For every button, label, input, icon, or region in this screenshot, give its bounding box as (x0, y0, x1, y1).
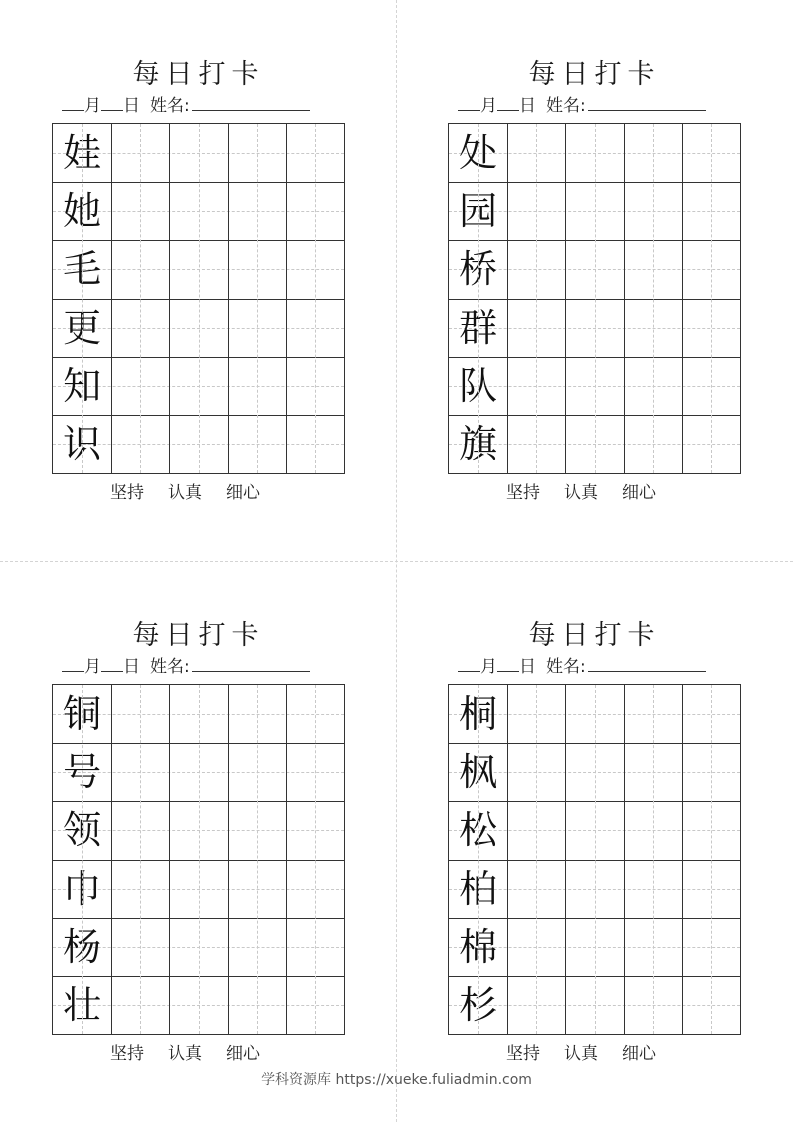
grid-column-line (624, 685, 625, 1034)
card-title: 每日打卡 (132, 620, 265, 651)
grid-column-guide (478, 124, 479, 473)
grid-column-guide (711, 124, 712, 473)
motto-word: 细心 (622, 1044, 656, 1064)
grid-column-line (507, 124, 508, 473)
model-character: 识 (63, 421, 102, 466)
grid-column-guide (257, 124, 258, 473)
motto-word: 认真 (168, 483, 202, 503)
grid-column-guide (140, 685, 141, 1034)
horizontal-cut-line (0, 561, 793, 562)
grid-column-line (682, 124, 683, 473)
month-blank[interactable] (62, 655, 84, 672)
grid-column-guide (82, 124, 83, 473)
grid-column-guide (653, 685, 654, 1034)
grid-column-guide (536, 685, 537, 1034)
grid-column-guide (315, 685, 316, 1034)
motto-word: 坚持 (110, 1044, 144, 1064)
card-title: 每日打卡 (528, 620, 661, 651)
model-character: 铜 (63, 692, 102, 736)
name-blank[interactable] (588, 94, 706, 111)
grid-column-line (169, 124, 170, 473)
model-character: 桥 (459, 247, 498, 292)
grid-column-line (624, 124, 625, 473)
name-blank[interactable] (192, 655, 310, 672)
month-blank[interactable] (458, 94, 480, 111)
month-label: 月 (480, 96, 497, 116)
grid-column-line (507, 685, 508, 1034)
motto-word: 认真 (168, 1044, 202, 1064)
grid-column-guide (199, 685, 200, 1034)
month-label: 月 (84, 96, 101, 116)
motto-word: 细心 (226, 1044, 260, 1064)
model-character: 柏 (459, 866, 498, 911)
model-character: 壮 (63, 982, 102, 1027)
motto-word: 认真 (564, 483, 598, 503)
month-label: 月 (84, 657, 101, 677)
name-label: 姓名: (150, 657, 190, 677)
model-character: 棉 (459, 924, 498, 969)
grid-column-line (228, 685, 229, 1034)
grid-column-line (286, 124, 287, 473)
month-blank[interactable] (62, 94, 84, 111)
writing-grid (52, 123, 345, 474)
model-character: 处 (459, 131, 498, 175)
date-name-line (62, 655, 345, 677)
motto (506, 482, 741, 504)
grid-column-guide (536, 124, 537, 473)
date-name-line (458, 94, 741, 116)
name-blank[interactable] (192, 94, 310, 111)
motto (506, 1043, 741, 1065)
motto-word: 细心 (226, 483, 260, 503)
month-label: 月 (480, 657, 497, 677)
day-blank[interactable] (101, 655, 123, 672)
grid-column-line (565, 685, 566, 1034)
motto-word: 坚持 (506, 1044, 540, 1064)
name-label: 姓名: (546, 96, 586, 116)
model-character: 更 (63, 305, 102, 350)
grid-column-guide (199, 124, 200, 473)
model-character: 园 (459, 189, 498, 234)
day-label: 日 (123, 96, 140, 116)
motto (110, 482, 345, 504)
motto-word: 坚持 (110, 483, 144, 503)
day-blank[interactable] (497, 655, 519, 672)
writing-grid (448, 123, 741, 474)
grid-column-guide (595, 685, 596, 1034)
day-blank[interactable] (101, 94, 123, 111)
grid-column-line (111, 124, 112, 473)
model-character: 知 (63, 363, 102, 408)
writing-grid (448, 684, 741, 1035)
grid-column-guide (82, 685, 83, 1034)
day-label: 日 (519, 657, 536, 677)
date-name-line (458, 655, 741, 677)
grid-column-line (111, 685, 112, 1034)
motto-word: 坚持 (506, 483, 540, 503)
card-title: 每日打卡 (528, 59, 661, 90)
grid-column-line (228, 124, 229, 473)
model-character: 杨 (63, 924, 102, 969)
grid-column-guide (257, 685, 258, 1034)
motto (110, 1043, 345, 1065)
model-character: 队 (459, 363, 498, 408)
model-character: 娃 (63, 131, 102, 175)
grid-column-guide (711, 685, 712, 1034)
model-character: 桐 (459, 692, 498, 736)
model-character: 群 (459, 305, 498, 350)
model-character: 松 (459, 808, 498, 853)
grid-column-guide (595, 124, 596, 473)
grid-column-guide (315, 124, 316, 473)
model-character: 号 (63, 750, 102, 795)
motto-word: 细心 (622, 483, 656, 503)
grid-column-line (682, 685, 683, 1034)
card-title: 每日打卡 (132, 59, 265, 90)
name-blank[interactable] (588, 655, 706, 672)
writing-grid (52, 684, 345, 1035)
grid-column-line (565, 124, 566, 473)
model-character: 领 (63, 808, 102, 853)
name-label: 姓名: (546, 657, 586, 677)
day-blank[interactable] (497, 94, 519, 111)
motto-word: 认真 (564, 1044, 598, 1064)
grid-column-guide (140, 124, 141, 473)
model-character: 杉 (459, 982, 498, 1027)
model-character: 她 (63, 189, 102, 234)
grid-column-line (169, 685, 170, 1034)
grid-column-line (286, 685, 287, 1034)
model-character: 枫 (459, 750, 498, 795)
month-blank[interactable] (458, 655, 480, 672)
footer-watermark: 学科资源库 https://xueke.fuliadmin.com (261, 1072, 532, 1088)
model-character: 巾 (63, 866, 102, 911)
model-character: 旗 (459, 421, 498, 466)
date-name-line (62, 94, 345, 116)
grid-column-guide (653, 124, 654, 473)
grid-column-guide (478, 685, 479, 1034)
day-label: 日 (123, 657, 140, 677)
model-character: 毛 (63, 247, 102, 292)
day-label: 日 (519, 96, 536, 116)
name-label: 姓名: (150, 96, 190, 116)
